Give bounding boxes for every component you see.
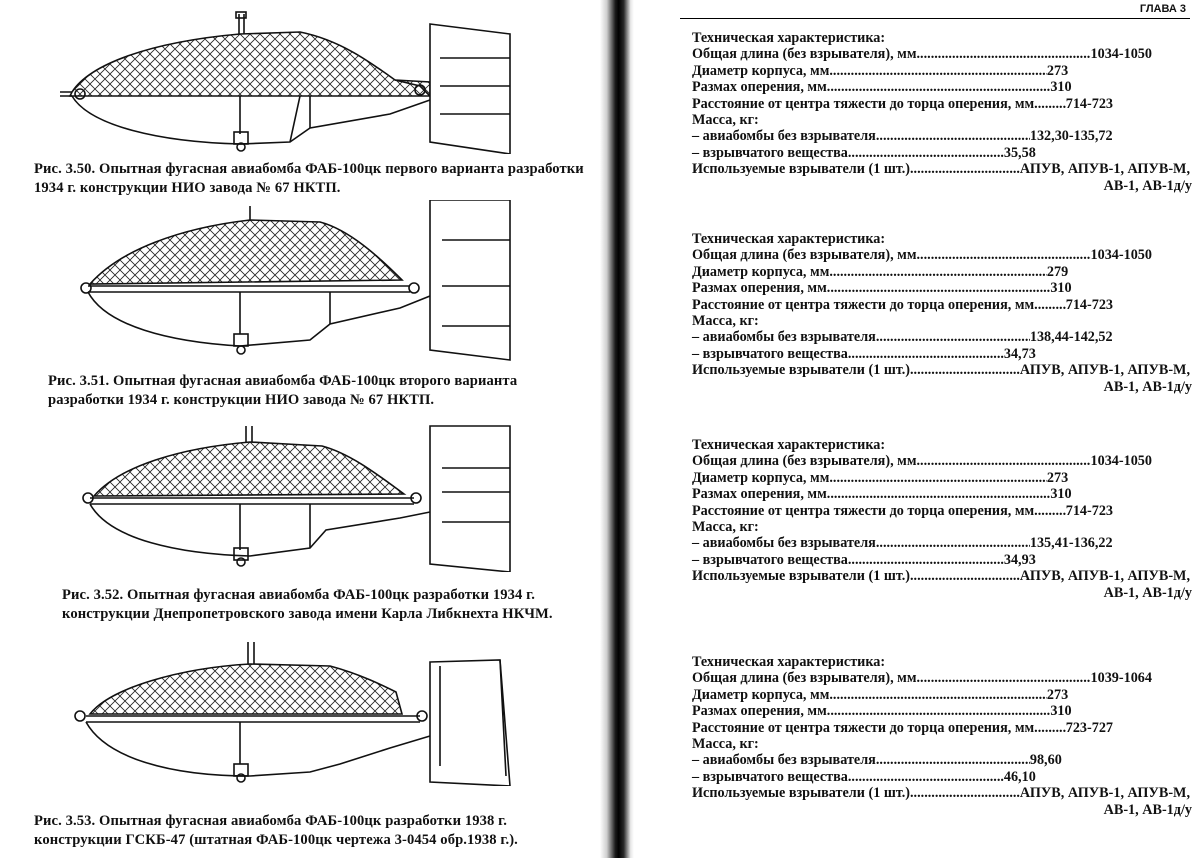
figure-caption: Рис. 3.53. Опытная фугасная авиабомба ФАБ-100цк разработки 1938 г. конструкции ГСКБ-47 (штатная ФАБ-100цк чертежа 3-0454 обр.1938 г.). bbox=[34, 813, 518, 848]
header-rule bbox=[680, 18, 1190, 19]
value-bomb-mass: 98,60 bbox=[1029, 752, 1062, 769]
spec-block bbox=[692, 231, 1192, 395]
label-span: Размах оперения, мм. bbox=[692, 703, 831, 720]
label-cg: Расстояние от центра тяжести до торца оперения, мм. bbox=[692, 719, 1038, 736]
label-diameter: Диаметр корпуса, мм. bbox=[692, 469, 833, 486]
label-mass: Масса, кг: bbox=[692, 736, 759, 753]
value-diameter: 279 bbox=[1046, 263, 1069, 280]
bomb-drawing-fig-3-52 bbox=[10, 422, 590, 572]
label-cg: Расстояние от центра тяжести до торца оперения, мм. bbox=[692, 95, 1038, 112]
label-length: Общая длина (без взрывателя), мм. bbox=[692, 247, 921, 264]
value-bomb-mass: 138,44-142,52 bbox=[1029, 329, 1113, 346]
label-explosive-mass: – взрывчатого вещества bbox=[692, 768, 848, 785]
value-cg: 714-723 bbox=[1065, 95, 1114, 112]
value-span: 310 bbox=[1050, 486, 1072, 503]
figure-caption: Рис. 3.50. Опытная фугасная авиабомба ФАБ-100цк первого варианта разработки 1934 г. конструкции НИО завода № 67 НКТП. bbox=[34, 161, 584, 196]
label-fuzes: Используемые взрыватели (1 шт.). bbox=[692, 161, 914, 178]
chapter-header: ГЛАВА 3 bbox=[1139, 3, 1186, 15]
value-length: 1034-1050 bbox=[1090, 453, 1152, 470]
label-bomb-mass: – авиабомбы без взрывателя bbox=[692, 752, 876, 769]
label-mass: Масса, кг: bbox=[692, 519, 759, 536]
bomb-drawing-fig-3-53 bbox=[10, 636, 590, 786]
value-cg: 714-723 bbox=[1065, 502, 1114, 519]
value-cg: 723-727 bbox=[1065, 719, 1114, 736]
spec-heading: Техническая характеристика: bbox=[692, 30, 886, 46]
value-fuzes: АПУВ, АПУВ-1, АПУВ-М, bbox=[1019, 161, 1190, 178]
value-explosive-mass: 46,10 bbox=[1003, 768, 1036, 785]
value-fuzes: АПУВ, АПУВ-1, АПУВ-М, bbox=[1019, 785, 1190, 802]
value-diameter: 273 bbox=[1046, 686, 1069, 703]
label-span: Размах оперения, мм. bbox=[692, 79, 831, 96]
label-fuzes: Используемые взрыватели (1 шт.). bbox=[692, 362, 914, 379]
value-explosive-mass: 34,93 bbox=[1003, 551, 1036, 568]
value-explosive-mass: 34,73 bbox=[1003, 345, 1036, 362]
value-fuzes-cont: АВ-1, АВ-1д/у bbox=[1103, 801, 1192, 818]
label-mass: Масса, кг: bbox=[692, 313, 759, 330]
bomb-drawing-fig-3-50 bbox=[10, 4, 590, 154]
spec-heading: Техническая характеристика: bbox=[692, 437, 886, 453]
bomb-drawing-fig-3-51 bbox=[10, 200, 590, 365]
figure-caption: Рис. 3.51. Опытная фугасная авиабомба ФАБ-100цк второго варианта разработки 1934 г. конструкции НИО завода № 67 НКТП. bbox=[48, 373, 518, 408]
value-fuzes-cont: АВ-1, АВ-1д/у bbox=[1103, 584, 1192, 601]
value-span: 310 bbox=[1050, 280, 1072, 297]
label-fuzes: Используемые взрыватели (1 шт.). bbox=[692, 568, 914, 585]
value-length: 1034-1050 bbox=[1090, 46, 1152, 63]
value-fuzes-cont: АВ-1, АВ-1д/у bbox=[1103, 177, 1192, 194]
label-span: Размах оперения, мм. bbox=[692, 486, 831, 503]
value-bomb-mass: 132,30-135,72 bbox=[1029, 128, 1113, 145]
value-explosive-mass: 35,58 bbox=[1003, 144, 1036, 161]
label-explosive-mass: – взрывчатого вещества bbox=[692, 551, 848, 568]
spec-block bbox=[692, 654, 1192, 818]
value-fuzes-cont: АВ-1, АВ-1д/у bbox=[1103, 378, 1192, 395]
value-span: 310 bbox=[1050, 703, 1072, 720]
label-diameter: Диаметр корпуса, мм. bbox=[692, 686, 833, 703]
label-mass: Масса, кг: bbox=[692, 112, 759, 129]
spec-heading: Техническая характеристика: bbox=[692, 654, 886, 670]
label-diameter: Диаметр корпуса, мм. bbox=[692, 263, 833, 280]
label-cg: Расстояние от центра тяжести до торца оперения, мм. bbox=[692, 502, 1038, 519]
label-bomb-mass: – авиабомбы без взрывателя bbox=[692, 535, 876, 552]
label-span: Размах оперения, мм. bbox=[692, 280, 831, 297]
label-diameter: Диаметр корпуса, мм. bbox=[692, 62, 833, 79]
value-length: 1039-1064 bbox=[1090, 670, 1152, 687]
label-bomb-mass: – авиабомбы без взрывателя bbox=[692, 329, 876, 346]
spec-heading: Техническая характеристика: bbox=[692, 231, 886, 247]
value-span: 310 bbox=[1050, 79, 1072, 96]
label-fuzes: Используемые взрыватели (1 шт.). bbox=[692, 785, 914, 802]
label-length: Общая длина (без взрывателя), мм. bbox=[692, 670, 921, 687]
figure-caption: Рис. 3.52. Опытная фугасная авиабомба ФАБ-100цк разработки 1934 г. конструкции Днепропетровского завода имени Карла Либкнехта НКЧМ. bbox=[62, 587, 553, 622]
label-explosive-mass: – взрывчатого вещества bbox=[692, 144, 848, 161]
page-gutter bbox=[600, 0, 634, 858]
value-length: 1034-1050 bbox=[1090, 247, 1152, 264]
value-fuzes: АПУВ, АПУВ-1, АПУВ-М, bbox=[1019, 362, 1190, 379]
right-page bbox=[634, 0, 1200, 858]
spec-block bbox=[692, 437, 1192, 601]
value-diameter: 273 bbox=[1046, 62, 1069, 79]
value-bomb-mass: 135,41-136,22 bbox=[1029, 535, 1113, 552]
value-cg: 714-723 bbox=[1065, 296, 1114, 313]
label-length: Общая длина (без взрывателя), мм. bbox=[692, 453, 921, 470]
label-bomb-mass: – авиабомбы без взрывателя bbox=[692, 128, 876, 145]
label-cg: Расстояние от центра тяжести до торца оперения, мм. bbox=[692, 296, 1038, 313]
label-explosive-mass: – взрывчатого вещества bbox=[692, 345, 848, 362]
label-length: Общая длина (без взрывателя), мм. bbox=[692, 46, 921, 63]
value-diameter: 273 bbox=[1046, 469, 1069, 486]
value-fuzes: АПУВ, АПУВ-1, АПУВ-М, bbox=[1019, 568, 1190, 585]
spec-block bbox=[692, 30, 1192, 194]
